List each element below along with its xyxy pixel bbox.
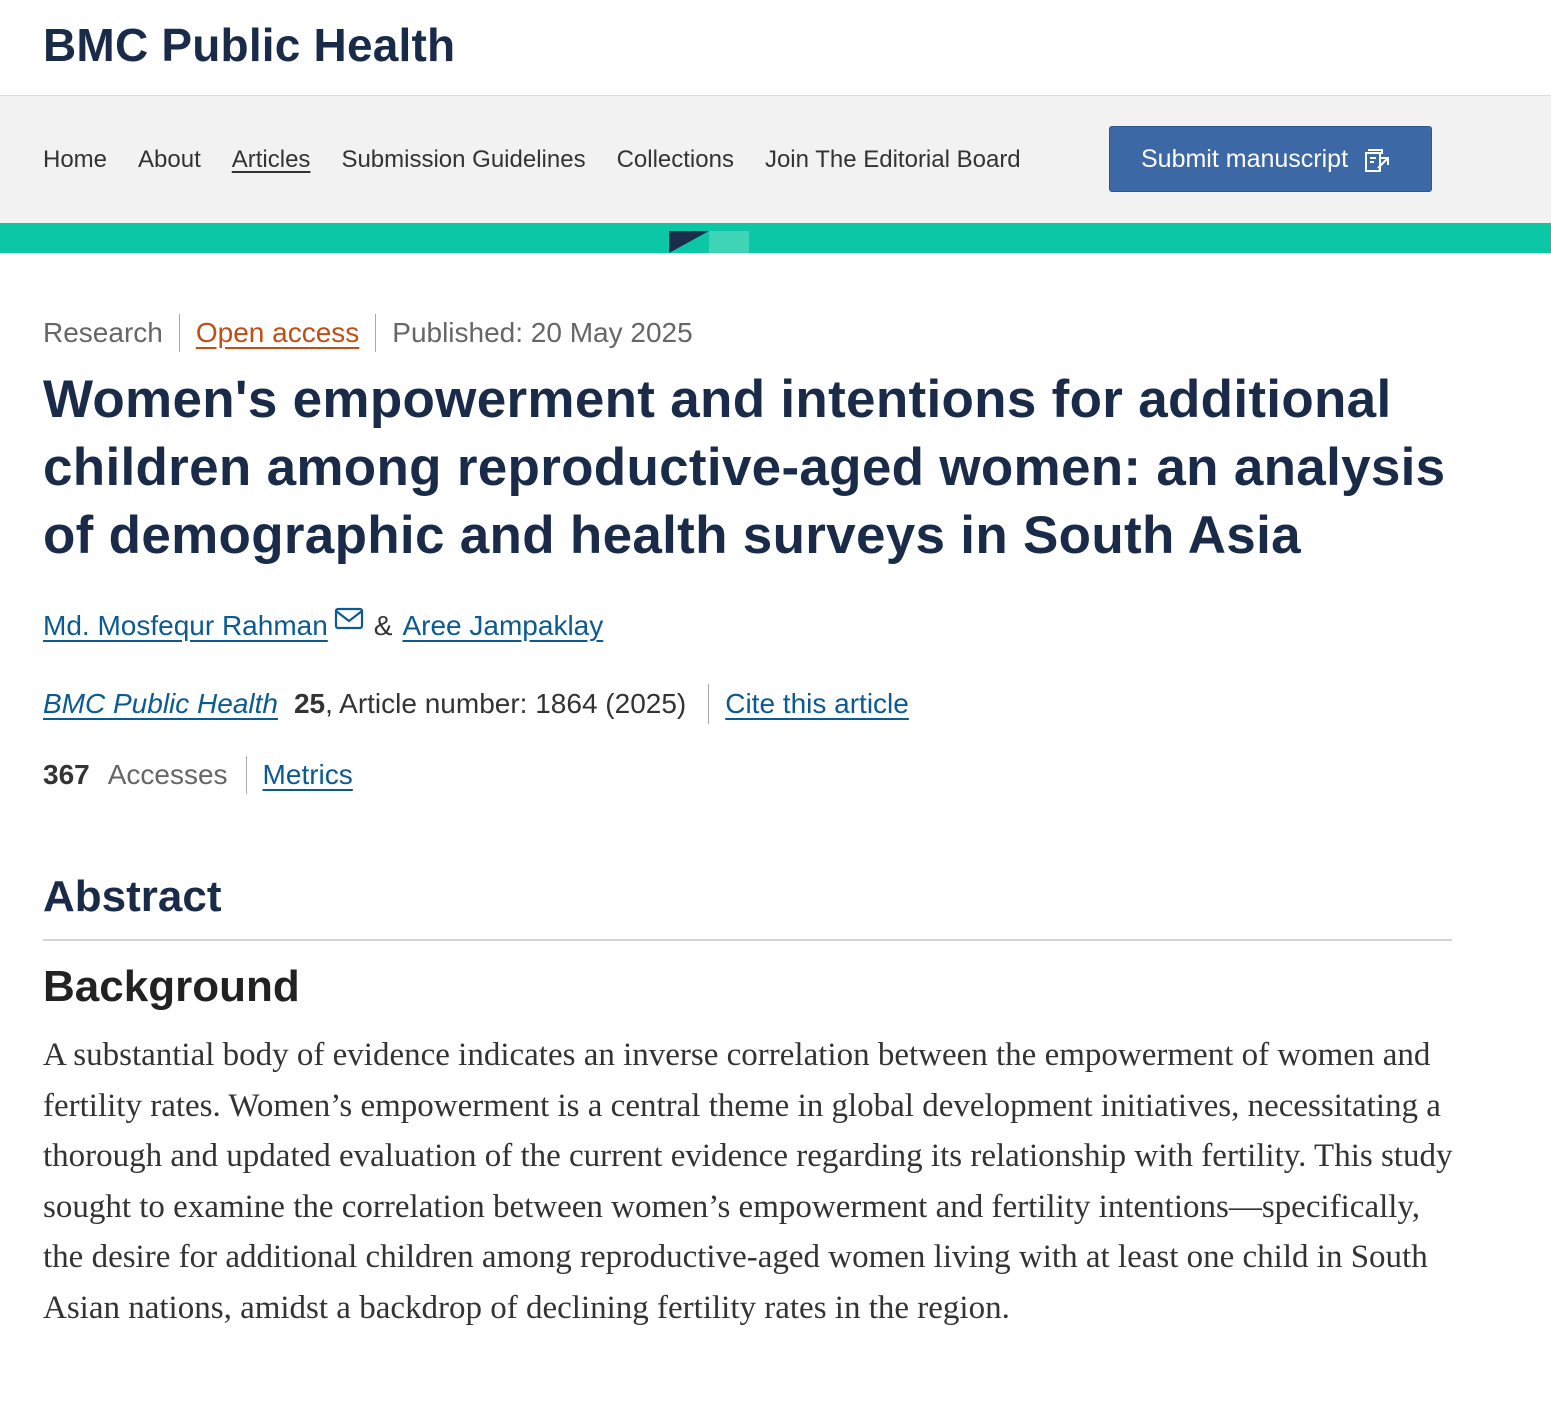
volume: 25 (293, 688, 326, 719)
background-heading: Background (43, 962, 300, 1011)
nav-item-join-editorial-board[interactable]: Join The Editorial Board (764, 145, 1021, 173)
accent-triangle-light (709, 231, 749, 253)
site-header (0, 0, 1551, 96)
submit-manuscript-label: Submit manuscript (1141, 144, 1349, 173)
metrics-divider (246, 756, 247, 794)
abstract-divider (43, 939, 1452, 941)
metrics-link[interactable]: Metrics (262, 759, 353, 790)
mail-icon[interactable] (334, 606, 364, 630)
nav-item-articles[interactable]: Articles (231, 145, 311, 173)
nav-item-submission-guidelines[interactable]: Submission Guidelines (341, 145, 586, 173)
accent-bar (0, 223, 1551, 253)
journal-link[interactable]: BMC Public Health (43, 688, 278, 719)
published-date: Published: 20 May 2025 (392, 317, 693, 348)
article-meta (43, 314, 693, 352)
author-separator: & (373, 610, 393, 641)
main-nav (0, 96, 1551, 223)
abstract-paragraph: A substantial body of evidence indicates an inverse correlation between the empowerment of women and fertility rates. Women’s empowerment is a central theme in global development initiatives, necessitating a thorough and updated evaluation of the current evidence regarding its relationship with fertility. This study sought to examine the correlation between women’s empowerment and fertility intentions—specifically, the desire for additional children among reproductive-aged women living with at least one child in South Asian nations, amidst a backdrop of declining fertility rates in the region. (43, 1037, 1453, 1326)
author-link[interactable]: Aree Jampaklay (402, 610, 604, 641)
nav-item-home[interactable]: Home (43, 145, 108, 173)
external-submit-icon (1362, 144, 1392, 174)
open-access-link[interactable]: Open access (195, 317, 360, 348)
site-title[interactable]: BMC Public Health (43, 19, 456, 71)
author-list (43, 606, 603, 642)
article-number: , Article number: 1864 (2025) (325, 688, 687, 719)
article-type: Research (43, 317, 163, 348)
meta-divider (179, 314, 180, 352)
accent-triangle-dark (669, 231, 709, 253)
nav-item-about[interactable]: About (138, 145, 201, 173)
accesses-label: Accesses (107, 759, 228, 790)
citation-divider (708, 684, 709, 724)
citation-line (43, 684, 909, 724)
article-title: Women's empowerment and intentions for additional children among reproductive-aged women: an analysis of demographic and health surveys in South Asia (43, 370, 1446, 565)
accesses-count: 367 (43, 759, 90, 790)
author-link[interactable]: Md. Mosfequr Rahman (43, 610, 328, 641)
abstract-heading: Abstract (43, 872, 222, 921)
metrics-line (43, 756, 353, 794)
submit-manuscript-button[interactable] (1109, 126, 1432, 192)
nav-list (43, 96, 1052, 223)
cite-this-article-link[interactable]: Cite this article (725, 688, 909, 719)
nav-item-collections[interactable]: Collections (616, 145, 734, 173)
meta-divider (375, 314, 376, 352)
